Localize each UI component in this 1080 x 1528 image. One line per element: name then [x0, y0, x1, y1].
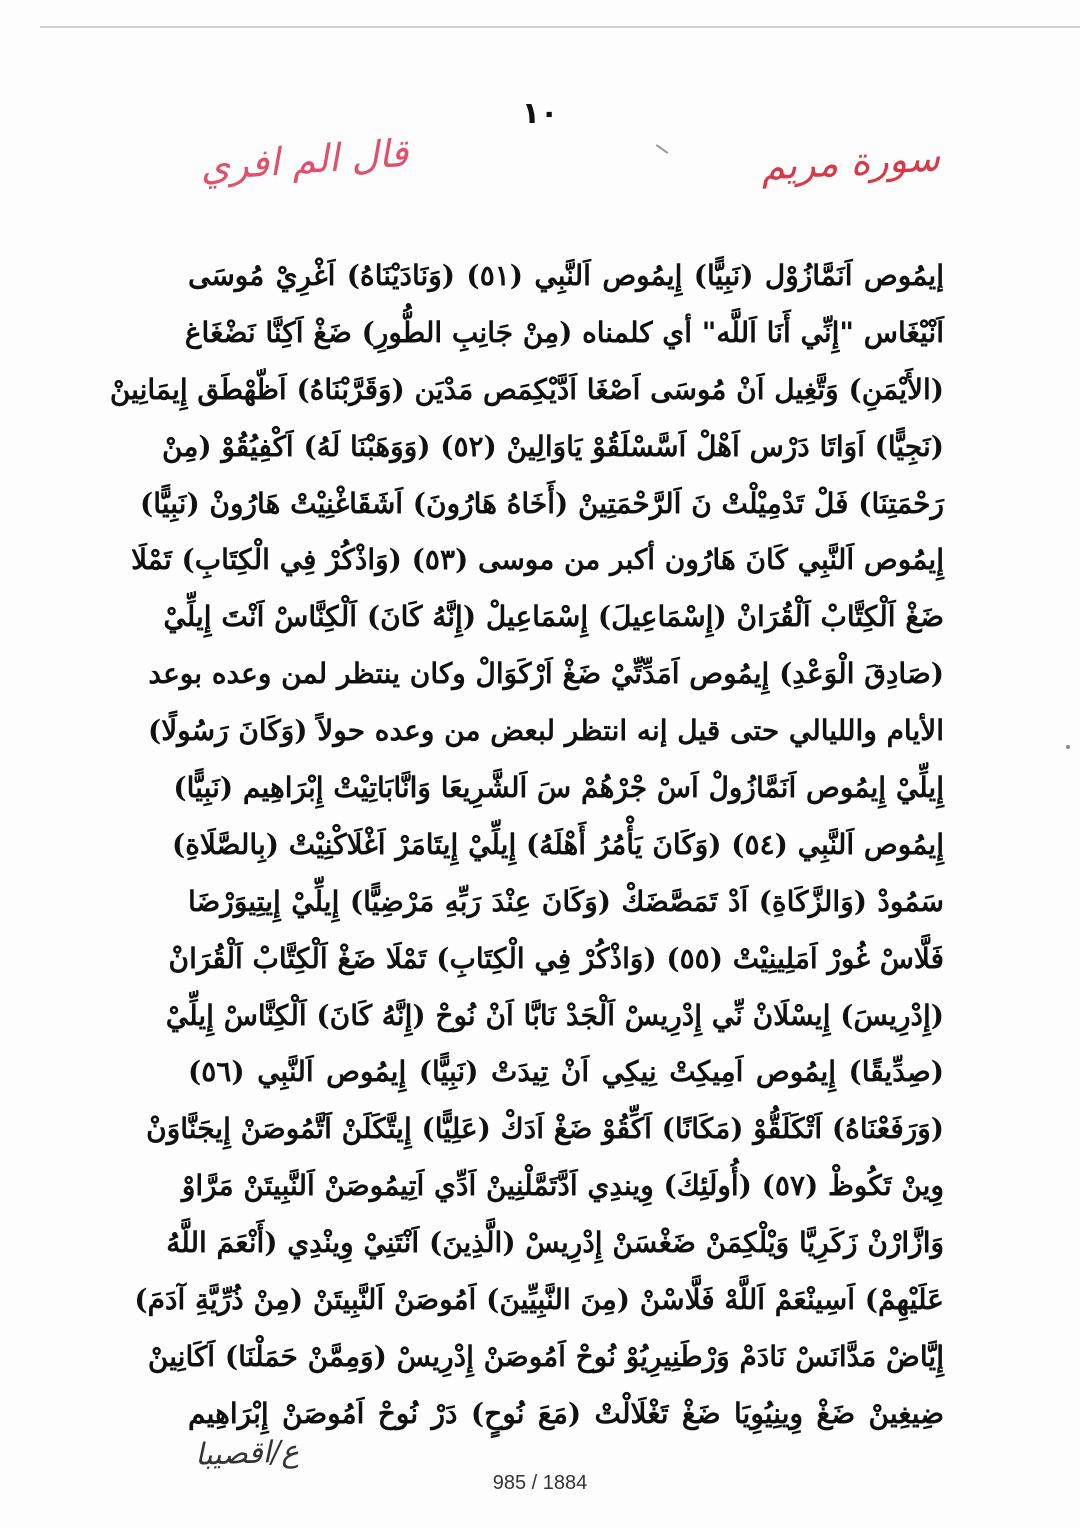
text-line: إِيَّاضْ مَدَّانَسْ نَادَمْ وَرْطَنِيرِيُوْ نُوحْ اَمُوصَنْ إِدْرِيسْ (وَمِمَّنْ حَمَلْنَا) اَكَانِينْ [147, 1339, 944, 1373]
text-line: (نَجِيًّا) اَوَاتَا دَرْس اَهْلْ اَسَّسْلَقُوْ يَاوَالِينْ (٥٢) (وَوَهَبْنَا لَهُ) اَكْفِيُقُوْ (مِنْ [162, 429, 944, 463]
text-line: (وَرَفَعْنَاهُ) اَتْكَلَقُّوْ (مَكَانًا) اَكِّقُوْ ضَغْ اَدَكْ (عَلِيًّا) إِيتَّكَلَنْ اَتَّمُوصَنْ إِيجَنَّاوَنْ [146, 1112, 944, 1146]
text-line: ضَغْ اَلْكِتَّابْ اَلْقُرَانْ (إِسْمَاعِيلَ) إِسْمَاعِيلْ (إِنَّهُ كَانَ) اَلْكِنَّاسْ اَنْتَ إِيلِّيْ [163, 600, 944, 634]
text-line: (الأَيْمَنِ) وَتَّغِيل اَنْ مُوسَى اَصْغَا اَدَّيْكِمَص مَدْيَن (وَقَرَّبْنَاهُ) اَظّهْطَق إِيمَانِينْ [109, 372, 944, 406]
text-line: إِيمُوص اَلنَّبِي كَانَ هَارُون أكبر من موسى (٥٣) (وَاذْكُرْ فِي الْكِتَابِ) تَمْلَا [131, 543, 944, 577]
text-line: وَازَّارْنْ زَكَرِيَّا وَيْلْكِمَنْ ضَغْسَنْ إِدْرِيسْ (الَّذِينَ) اَنْتَنِيْ وِينْدِي (أَنْعَمَ اللَّهُ [166, 1226, 944, 1260]
text-line: إِيلِّيْ إِيمُوص اَنَمَّازُولْ اَسْ جْرْهُمْ سَ اَلشَّرِيعَا وَانَّابَاتِيْتْ إِبْرَاهِيم (نَبِيًّا) [173, 771, 944, 805]
text-line: رَحْمَتِنَا) فَلْ تَدْمِيْلْتْ نَ اَلرَّحْمَتِينْ (أَخَاهُ هَارُونَ) اَشَقَاغْنِيْتْ هَارُونْ (نَبِيًّا) [139, 486, 944, 520]
page-number: ١٠ [521, 96, 559, 131]
margin-note-handwritten: قال الم افري [198, 130, 410, 190]
body-text [109, 248, 944, 1443]
page-counter: 985 / 1884 [492, 1472, 588, 1494]
text-line: الأيام والليالي حتى قيل إنه انتظر لبعض من وعده حولاً (وَكَانَ رَسُولًا) [147, 714, 944, 748]
surah-title-handwritten: سورة مريم [759, 135, 942, 189]
text-line: (صَادِقَ الْوَعْدِ) إِيمُوص اَمَدِّتِّيْ ضَغْ اَرْكَوَالْ وكان ينتظر لمن وعده بوعد [148, 657, 944, 691]
text-line: فَلَّاسْ غُورْ اَمَلِينِيْتْ (٥٥) (وَاذْكُرْ فِي الْكِتَابِ) تَمْلَا ضَغْ اَلْكِتَّابْ اَلْقُرَانْ [168, 941, 944, 975]
text-line: (إِدْرِيسَ) إِيسْلَانْ نِّي إِدْرِيسْ اَلْجَدْ نَابَّا اَنْ نُوحْ (إِنَّهُ كَانَ) اَلْكِنَّاسْ إِيلِّيْ [165, 998, 944, 1032]
top-rule [40, 26, 1080, 28]
text-line: وِينْ تَكُوظْ (٥٧) (أُولَئِكَ) وِيندِي اَدَّتَمَّلْنِينْ اَدِّي اَتِيمُوصَنْ اَلنَّبِيتَنْ مَرَّاوْ [181, 1169, 944, 1203]
text-line: إيمُوص اَنَمَّازُوْل (نَبِيًّا) إِيمُوص اَلنَّبِي (٥١) (وَنَادَيْنَاهُ) اَغْرِيْ مُوسَى [188, 259, 944, 292]
text-line: (صِدِّيقًا) إِيمُوص اَمِيكِتْ نِيكِي اَنْ تِيدَتْ (نَبِيًّا) إِيمُوص اَلنَّبِي (٥٦) [188, 1055, 944, 1089]
pen-mark [656, 144, 669, 154]
text-line: سَمُودْ (وَالزَّكَاةِ) اَدْ تَمَصَّضَكْ (وَكَانَ عِنْدَ رَبِّهِ مَرْضِيًّا) إِيلِّيْ إِيتِيوَرْضَا [188, 884, 944, 918]
text-line: عَلَيْهِمْ) اَسِينْعَمْ اَللَّهْ فَلَّاسْنْ (مِنَ النَّبِيِّينَ) اَمُوصَنْ اَلنَّبِيتَنْ (مِنْ ذُرِّيَّةِ آدَمَ) [134, 1283, 944, 1317]
text-line: إِيمُوص اَلنَّبِي (٥٤) (وَكَانَ يَأْمُرُ أَهْلَهُ) إِيلِّيْ إِيتَامَرْ اَغْلَاكْنِيْتْ (بِالصَّلَاةِ) [171, 827, 944, 861]
handwritten-signature: ع/اقصيبا [194, 1434, 300, 1473]
text-line: اَنْيْغَاس "إِنِّي أَنَا اَللَّه" أي كلمناه (مِنْ جَانِبِ الطُّورِ) ضَغْ اَكِنَّا نَضْغَاغ [184, 315, 944, 349]
ink-dot [1066, 745, 1070, 749]
text-line: ضِيغِينْ ضَغْ وِينِيُوِيَا ضَغْ تَغْلَالْتْ (مَعَ نُوحٍ) دَرْ نُوحْ اَمُوصَنْ إِبْرَاهِيم [188, 1396, 944, 1430]
